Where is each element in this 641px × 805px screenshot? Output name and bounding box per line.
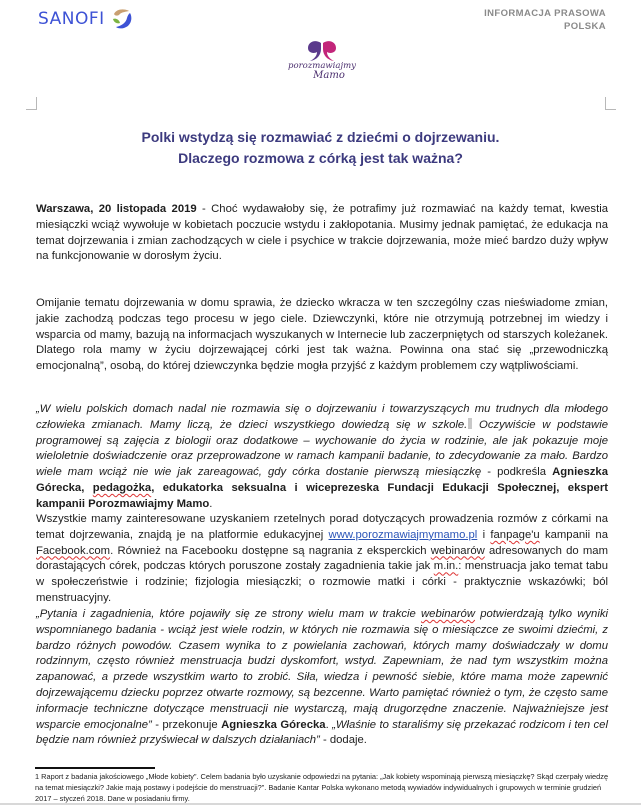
footnote-separator <box>35 767 155 769</box>
paragraph-2 <box>36 296 608 375</box>
spellcheck-flagged-word: m.in. <box>433 560 459 573</box>
speaker-name: Agnieszka Górecka, <box>36 466 608 494</box>
quote-3: „Właśnie to staraliśmy się przekazać rodzicom i ten cel będzie nam również przyświecał w dalszych działaniach” <box>36 718 608 747</box>
paragraph-quote-1 <box>36 402 608 513</box>
press-release-label <box>484 7 606 33</box>
campaign-logo-line2: Mamo <box>313 70 345 81</box>
press-label-line2: POLSKA <box>564 21 606 32</box>
press-label-line1: INFORMACJA PRASOWA <box>484 8 606 19</box>
quote-heart-icon <box>279 40 365 62</box>
lead-text: - Choć wydawałoby się, że potrafimy już rozmawiać na każdy temat, kwestia miesiączki wciąż wywołuje w kobietach poczucie wstydu i zakłopotania. Musimy jednak pamiętać, że edukacja na temat dojrzewania i zmian zachodzących w ciele i psychice w trakcie dojrzewania, może mieć bardzo duży wpływ na funkcjonowanie w dorosłym życiu. <box>36 203 609 263</box>
attribution-2: - dodaje. <box>319 734 367 747</box>
resources-text-2: i <box>477 528 491 541</box>
speaker-name: Agnieszka Górecka <box>221 718 326 731</box>
footnote: 1 Raport z badania jakościowego „Młode kobiety”. Celem badania było uzyskanie odpowiedzi na pytania: „Jak kobiety wspominają pierwszą miesiączkę? Skąd czerpały wiedzę na temat miesiączki? Jakie mają postawy i podejście do menstruacji?”. Badanie Kantar Polska wykonano metodą wywiadów indywidualnych i grupowych w terminie grudzień 2017 – styczeń 2018. Dane w posiadaniu firmy. <box>35 772 609 803</box>
spellcheck-flagged-word: webinarów <box>421 608 476 620</box>
title-line1: Polki wstydzą się rozmawiać z dziećmi o dojrzewaniu. <box>141 129 500 145</box>
resources-text-1: Wszystkie mamy zainteresowane uzyskaniem rzetelnych porad dotyczących prowadzenia rozmów z córkami na temat dojrzewania, znajdą je na platformie edukacyjnej <box>36 513 608 541</box>
quote-2-part1: „Pytania i zagadnienia, które pojawiły się ze strony wielu mam w trakcie <box>36 608 421 620</box>
attribution-lead: - podkreśla <box>481 466 553 479</box>
quote-part1: „W wielu polskich domach nadal nie rozmawia się o dojrzewaniu i towarzyszących mu trudnych dla młodego człowieka zmianach. Mamy liczą, że dzieci wszystkiego dowiedzą się w szkole. <box>36 403 608 431</box>
spellcheck-flagged-word: fanpage'u <box>490 528 540 541</box>
paragraph-resources <box>36 512 608 607</box>
speaker-role: , edukatorka seksualna i wiceprezeska Fundacji Edukacji Społecznej, ekspert kampanii Porozmawiajmy Mamo <box>36 481 608 510</box>
sanofi-swirl-icon <box>110 7 134 31</box>
spellcheck-flagged-word: webinarów <box>430 544 485 557</box>
sentence-end: . <box>209 497 213 510</box>
brand-name: SANOFI <box>38 9 105 29</box>
campaign-logo <box>279 40 365 95</box>
campaign-logo-line1: porozmawiajmy <box>288 61 356 71</box>
paragraph-2-text: Omijanie tematu dojrzewania w domu sprawia, że dziecko wkracza w ten szczególny czas nieświadome zmian, jakie zachodzą podczas tego procesu w jego ciele. Dziewczynki, które nie otrzymują potrzebnej im wiedzy i wsparcia od mamy, bazują na informacjach wyszukanych w Internecie lub zaczerpniętych od starszych koleżanek. Dlatego rola mamy w życiu dojrzewającej córki jest tak ważna. Powinna ona stać się „przewodniczką emocjonalną”, osobą, do której dziewczynka będzie mogła przyjść z każdym problemem czy wątpliwościami. <box>36 297 608 373</box>
sentence-end: . <box>325 718 333 731</box>
title-line2: Dlaczego rozmowa z córką jest tak ważna? <box>178 150 463 166</box>
paragraph-lead <box>36 202 608 265</box>
dateline: Warszawa, 20 listopada 2019 <box>36 203 197 215</box>
website-link[interactable]: www.porozmawiajmymamo.pl <box>328 528 478 541</box>
margin-mark-right <box>605 97 616 110</box>
margin-mark-left <box>26 97 37 110</box>
quote-part2: Oczywiście w podstawie programowej są zajęcia z biologii oraz dodatkowe – wychowanie do życia w rodzinie, ale jak pokazuje moje wieloletnie doświadczenie oraz przeprowadzone w ramach kampanii badanie, to zdecydowanie za mało. Bardzo wiele mam wciąż nie wie jak zareagować, gdy córka dostanie pierwszą miesiączkę <box>36 418 608 479</box>
quote-2-part2: potwierdzają tylko wyniki wspomnianego badania - wciąż jest wiele rodzin, w których nie rozmawia się o miesiączce ze swoimi dziećmi, z bardzo różnych powodów. Czasem wynika to z powielania zachowań, których mamy doświadczały w domu rodzinnym, często również menstruacja budzi dyskomfort, wstyd. Zapewniam, że nad tym wszystkim można zapanować, a przede wszystkim warto to zrobić. Siła, wiedza i pewność siebie, które mama może zapewnić dojrzewającemu dziecku poprzez otwarte rozmowy, są bezcenne. Warto pamiętać również o tym, że często same informacje techniczne dotyczące menstruacji nie wystarczą, mają drugorzędne znaczenie. Najważniejsze jest wsparcie emocjonalne” <box>36 608 608 731</box>
spellcheck-flagged-word: Facebook.com <box>36 544 111 557</box>
paragraph-quote-2 <box>36 607 608 749</box>
resources-text-6: : menstruacja jako temat tabu w społeczeństwie i rodzinie; fizjologia miesiączki; o rozmowie matki i córki - praktycznie wskazówki; ból menstruacyjny. <box>36 560 608 604</box>
spellcheck-flagged-word: pedagożka <box>92 481 152 494</box>
resources-text-5: adresowanych do mam dorastających córek, podczas których poruszone zostały zagadnienia takie jak <box>36 544 608 573</box>
sanofi-logo <box>38 6 134 32</box>
page-title <box>60 127 581 169</box>
resources-text-3: kampanii na <box>539 528 609 541</box>
attribution-1: - przekonuje <box>151 718 222 731</box>
resources-text-4: . Również na Facebooku dostępne są nagrania z eksperckich <box>110 544 431 557</box>
